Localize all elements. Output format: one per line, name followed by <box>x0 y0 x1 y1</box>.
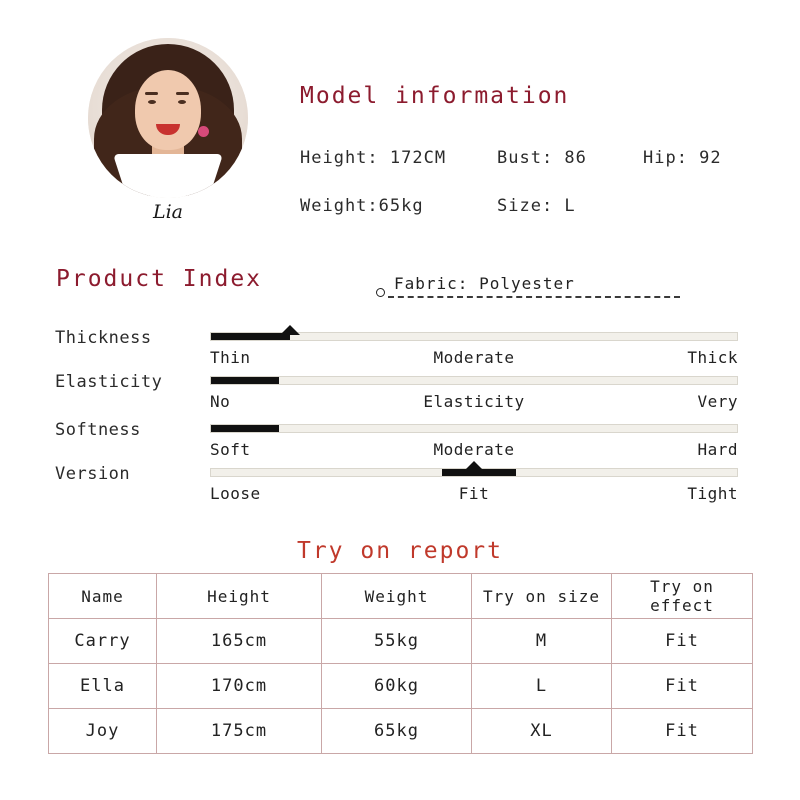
index-row-softness <box>0 420 800 466</box>
index-tick-elasticity-mid: Elasticity <box>423 392 525 411</box>
index-tick-softness-end: Hard <box>697 440 738 459</box>
index-tick-thickness-mid: Moderate <box>433 348 515 367</box>
cell-height: 175cm <box>157 709 322 754</box>
model-weight: Weight:65kg <box>300 196 424 216</box>
avatar-brow-left <box>145 92 158 95</box>
table-row <box>49 709 753 754</box>
cell-height: 165cm <box>157 619 322 664</box>
cell-weight: 65kg <box>322 709 472 754</box>
index-fill-thickness <box>211 333 290 340</box>
index-tick-thickness-start: Thin <box>210 348 251 367</box>
try-on-report-title: Try on report <box>296 538 503 564</box>
model-bust: Bust: 86 <box>497 148 587 168</box>
table-header-row <box>49 574 753 619</box>
index-tick-softness-start: Soft <box>210 440 251 459</box>
cell-try-on-effect: Fit <box>612 709 753 754</box>
fabric-dashed-rule <box>388 296 680 298</box>
avatar-earring-icon <box>198 126 209 137</box>
index-tick-elasticity-start: No <box>210 392 231 411</box>
column-header-name: Name <box>49 574 157 619</box>
index-label-thickness: Thickness <box>55 328 152 348</box>
model-height: Height: 172CM <box>300 148 447 168</box>
avatar-eye-right <box>178 100 186 104</box>
index-track-thickness[interactable] <box>210 332 738 341</box>
cell-height: 170cm <box>157 664 322 709</box>
index-fill-softness <box>211 425 279 432</box>
cell-try-on-effect: Fit <box>612 619 753 664</box>
cell-weight: 55kg <box>322 619 472 664</box>
avatar-brow-right <box>176 92 189 95</box>
index-track-version[interactable] <box>210 468 738 477</box>
product-index-title: Product Index <box>56 266 263 292</box>
index-tick-version-mid: Fit <box>458 484 490 503</box>
column-header-try-on-size: Try on size <box>472 574 612 619</box>
bullet-dot-icon <box>376 288 385 297</box>
model-information-section <box>0 18 800 233</box>
cell-try-on-size: XL <box>472 709 612 754</box>
avatar-eye-left <box>148 100 156 104</box>
index-row-thickness <box>0 328 800 374</box>
index-tick-version-start: Loose <box>210 484 261 503</box>
fabric-callout <box>376 274 686 308</box>
index-track-elasticity[interactable] <box>210 376 738 385</box>
cell-name: Joy <box>49 709 157 754</box>
cell-try-on-size: L <box>472 664 612 709</box>
index-row-version <box>0 464 800 510</box>
index-tick-thickness-end: Thick <box>687 348 738 367</box>
index-fill-elasticity <box>211 377 279 384</box>
model-avatar-wrap <box>88 38 248 223</box>
index-label-elasticity: Elasticity <box>55 372 163 392</box>
cell-try-on-size: M <box>472 619 612 664</box>
model-size: Size: L <box>497 196 576 216</box>
fabric-label: Fabric: Polyester <box>394 274 575 293</box>
model-hip: Hip: 92 <box>643 148 722 168</box>
cell-try-on-effect: Fit <box>612 664 753 709</box>
cell-name: Carry <box>49 619 157 664</box>
model-name: Lia <box>152 201 184 223</box>
index-row-elasticity <box>0 372 800 418</box>
index-label-version: Version <box>55 464 131 484</box>
try-on-report-table <box>48 573 753 754</box>
index-tick-version-end: Tight <box>687 484 738 503</box>
table-row <box>49 664 753 709</box>
cell-name: Ella <box>49 664 157 709</box>
cell-weight: 60kg <box>322 664 472 709</box>
index-tick-elasticity-end: Very <box>697 392 738 411</box>
index-marker-thickness <box>280 325 300 335</box>
avatar-face <box>135 70 201 150</box>
column-header-try-on-effect: Try on effect <box>612 574 753 619</box>
index-tick-softness-mid: Moderate <box>433 440 515 459</box>
model-information-title: Model information <box>300 83 570 109</box>
index-marker-version <box>464 461 484 471</box>
table-row <box>49 619 753 664</box>
index-track-softness[interactable] <box>210 424 738 433</box>
avatar <box>88 38 248 198</box>
index-label-softness: Softness <box>55 420 141 440</box>
column-header-weight: Weight <box>322 574 472 619</box>
column-header-height: Height <box>157 574 322 619</box>
